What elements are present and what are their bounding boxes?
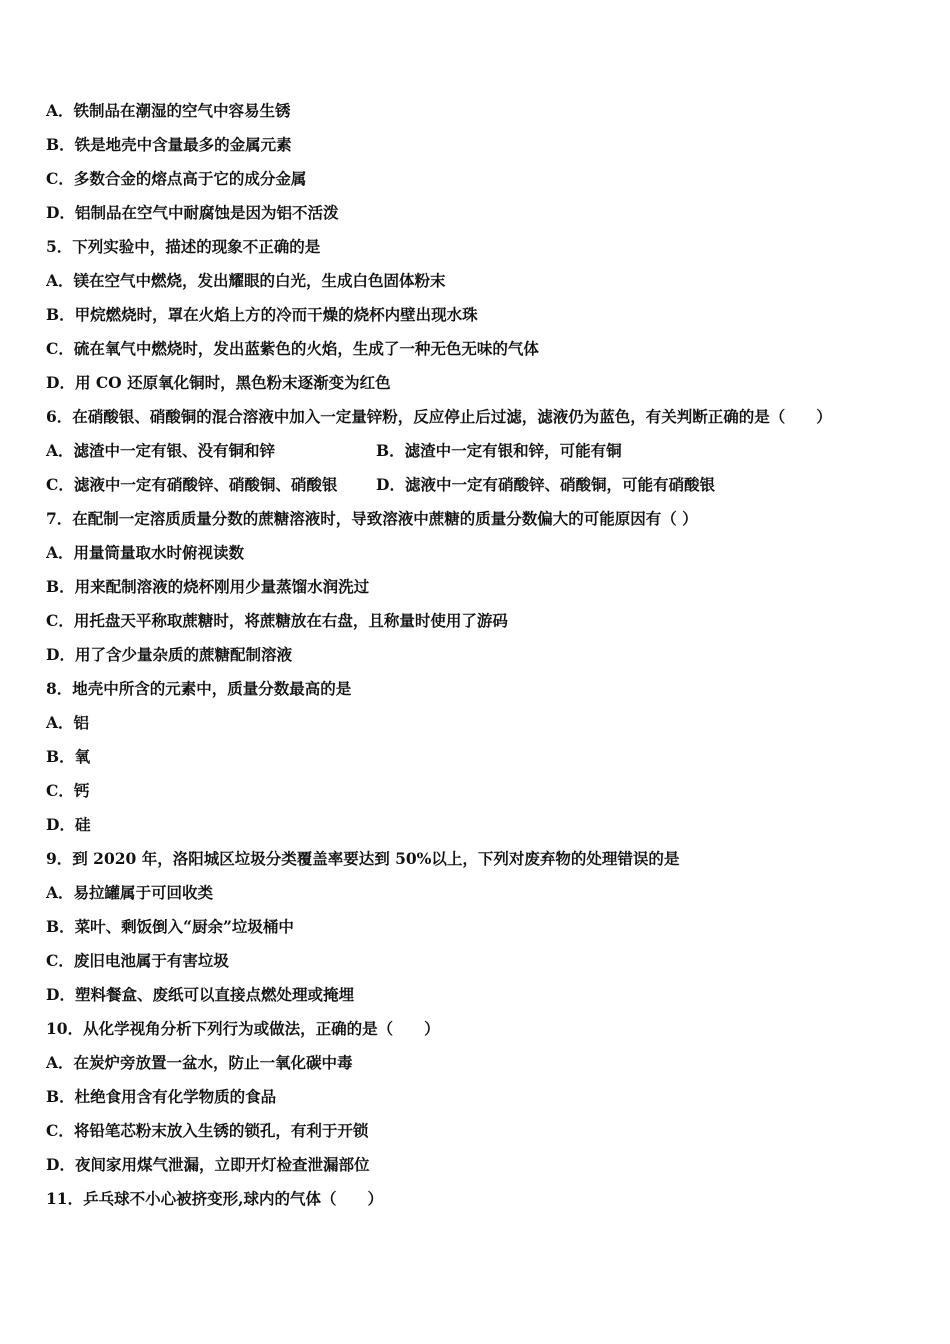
question-10: 10．从化学视角分析下列行为或做法，正确的是（ ） [46,1019,440,1038]
text-line: D．硅 [46,815,91,834]
text-line: C．用托盘天平称取蔗糖时，将蔗糖放在右盘，且称量时使用了游码 [46,611,508,630]
text-line: B．甲烷燃烧时，罩在火焰上方的冷而干燥的烧杯内壁出现水珠 [46,305,478,324]
q6-option-d: D．滤液中一定有硝酸锌、硝酸铜，可能有硝酸银 [376,475,715,494]
q6-option-row [46,475,715,495]
text-line: D．铝制品在空气中耐腐蚀是因为铝不活泼 [46,203,339,222]
text-line: C．多数合金的熔点高于它的成分金属 [46,169,307,188]
text-line: B．杜绝食用含有化学物质的食品 [46,1087,277,1106]
question-11: 11．乒乓球不小心被挤变形,球内的气体（ ） [46,1189,383,1208]
q6-option-c: C．滤液中一定有硝酸锌、硝酸铜、硝酸银 [46,475,338,494]
text-line: A．铝 [46,713,90,732]
q6-option-a: A．滤渣中一定有银、没有铜和锌 [46,441,276,460]
text-line: A．用量筒量取水时俯视读数 [46,543,245,562]
text-line: B．用来配制溶液的烧杯刚用少量蒸馏水润洗过 [46,577,370,596]
question-8: 8．地壳中所含的元素中，质量分数最高的是 [46,679,352,698]
question-9: 9．到 2020 年，洛阳城区垃圾分类覆盖率要达到 50%以上，下列对废弃物的处理错误的是 [46,849,680,868]
text-line: A．镁在空气中燃烧，发出耀眼的白光，生成白色固体粉末 [46,271,446,290]
text-line: D．塑料餐盒、废纸可以直接点燃处理或掩埋 [46,985,354,1004]
text-line: B．氧 [46,747,91,766]
q6-option-b: B．滤渣中一定有银和锌，可能有铜 [376,441,622,460]
text-line: D．用了含少量杂质的蔗糖配制溶液 [46,645,292,664]
text-line: C．硫在氧气中燃烧时，发出蓝紫色的火焰，生成了一种无色无味的气体 [46,339,539,358]
text-line: C．钙 [46,781,90,800]
question-5: 5．下列实验中，描述的现象不正确的是 [46,237,321,256]
text-line: A．铁制品在潮湿的空气中容易生锈 [46,101,291,120]
q6-option-row [46,441,622,461]
text-line: D．夜间家用煤气泄漏，立即开灯检查泄漏部位 [46,1155,370,1174]
question-6: 6．在硝酸银、硝酸铜的混合溶液中加入一定量锌粉，反应停止后过滤，滤液仍为蓝色，有关判断正确的是（ ） [46,407,832,426]
question-7: 7．在配制一定溶质质量分数的蔗糖溶液时，导致溶液中蔗糖的质量分数偏大的可能原因有（ ） [46,509,698,528]
text-line: D．用 CO 还原氧化铜时，黑色粉末逐渐变为红色 [46,373,391,392]
text-line: B．铁是地壳中含量最多的金属元素 [46,135,292,154]
text-line: A．易拉罐属于可回收类 [46,883,214,902]
text-line: C．将铅笔芯粉末放入生锈的锁孔，有利于开锁 [46,1121,369,1140]
text-line: A．在炭炉旁放置一盆水，防止一氧化碳中毒 [46,1053,353,1072]
text-line: C．废旧电池属于有害垃圾 [46,951,229,970]
text-line: B．菜叶、剩饭倒入“厨余”垃圾桶中 [46,917,294,936]
